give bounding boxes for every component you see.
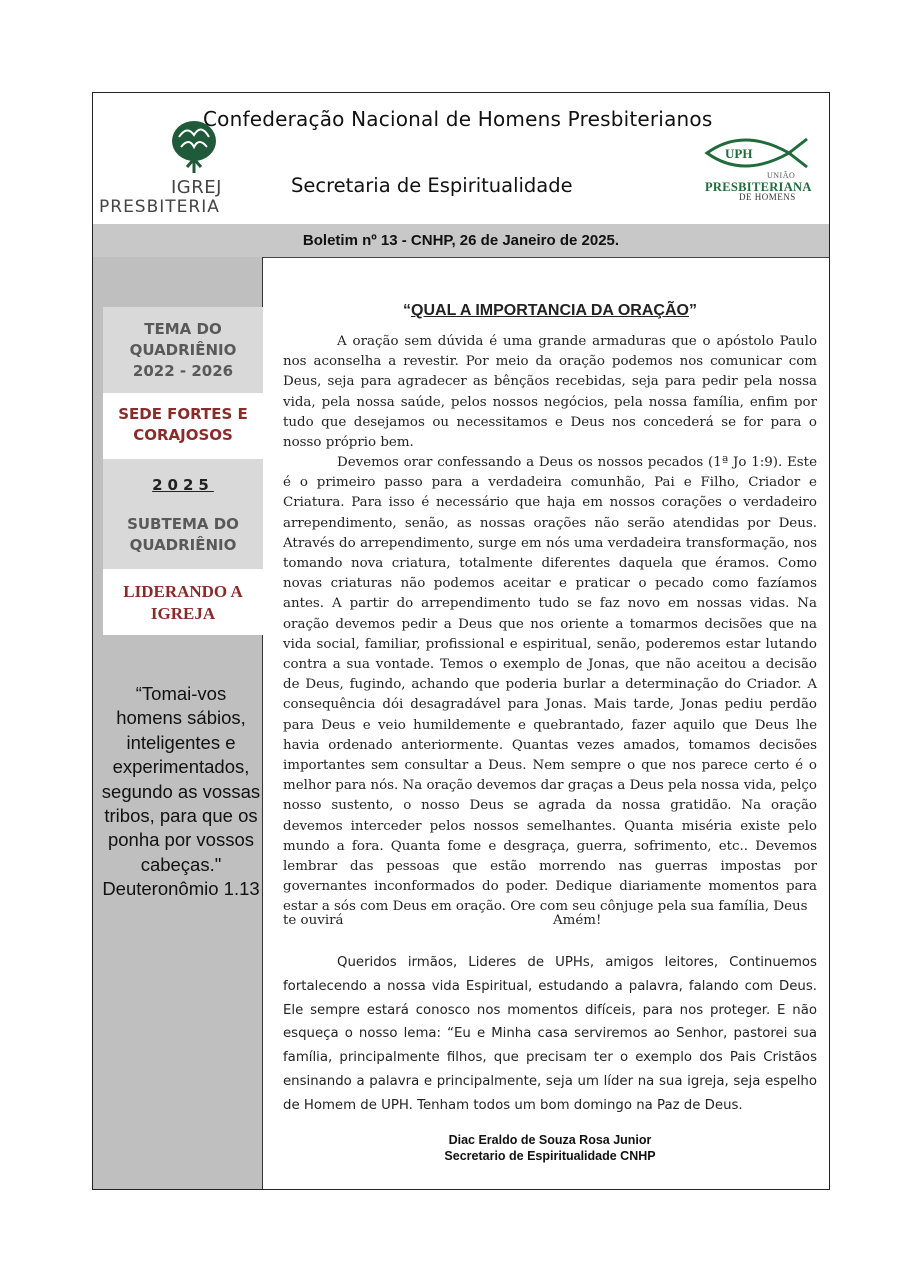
subtheme-block (103, 569, 263, 635)
bulletin-number: Boletim nº 13 - CNHP, 26 de Janeiro de 2025. (93, 224, 829, 258)
signature-role: Secretario de Espiritualidade CNHP (444, 1149, 656, 1163)
subtema-line-1: SUBTEMA DO (127, 515, 239, 533)
theme-line-2: CORAJOSOS (133, 426, 233, 444)
article-paragraph-1: A oração sem dúvida é uma grande armaduras que o apóstolo Paulo nos aconselha a revestir. Por meio da oração podemos nos comunicar com Deus, seja para agradecer as bênçãos recebidas, seja para pedir pela nossa vida, pela nossa saúde, pelos nossos negócios, pela nossa família, enfim por tudo que desejamos ou necessitamos e Deus nos concederá se for para o nosso próprio bem. (283, 334, 817, 451)
uph-presbiteriana-text: PRESBITERIANA (705, 180, 812, 194)
tema-block (103, 307, 263, 393)
uph-badge-text: UPH (725, 146, 753, 161)
subtema-line-2: QUADRIÊNIO (129, 536, 237, 554)
article-paragraph-3: Queridos irmãos, Lideres de UPHs, amigos leitores, Continuemos fortalecendo a nossa vida Espiritual, estudando a palavra, falando com Deus. Ele sempre estará conosco nos momentos difíceis, para nos proteger. E não esqueça o nosso lema: “Eu e Minha casa serviremos ao Senhor, pastorei sua família, principalmente filhos, que precisam ter o exemplo dos Pais Cristãos ensinando a palavra e principalmente, seja um líder na sua igreja, seja espelho de Homem de UPH. Tenham todos um bom domingo na Paz de Deus. (283, 955, 817, 1113)
uph-homens-text: DE HOMENS (739, 192, 796, 202)
tema-line-3: 2022 - 2026 (132, 362, 234, 380)
uph-union-text: UNIÃO (767, 171, 796, 180)
organization-title: Confederação Nacional de Homens Presbiterianos (203, 107, 713, 131)
subtheme-line-2: IGREJA (150, 604, 216, 623)
amen-line (283, 913, 817, 928)
logo-left-text-1: IGREJ (171, 177, 222, 198)
theme-block (103, 393, 263, 459)
header (93, 93, 829, 225)
subtheme-line-1: LIDERANDO A (123, 582, 243, 601)
tema-line-2: QUADRIÊNIO (129, 341, 237, 359)
sidebar (93, 257, 263, 1189)
article-paragraph-2: Devemos orar confessando a Deus os nossos pecados (1ª Jo 1:9). Este é o primeiro passo para a verdadeira comunhão, Pai e Filho, Criador e Criatura. Para isso é necessário que haja em nossos corações o verdadeiro arrependimento, senão, as nossas orações não serão atendidas por Deus. Através do arrependimento, surge em nós uma verdadeira transformação, nos tomando nova criatura, totalmente diferentes daquela que éramos. Como novas criaturas não podemos aceitar e praticar o pecado como fazíamos antes. A partir do arrependimento tudo se faz novo em nossas vidas. Na oração devemos pedir a Deus que nos oriente a tomarmos decisões que na vida social, familiar, profissional e espiritual, senão, poderemos estar lutando contra a sua vontade. Temos o exemplo de Jonas, que não aceitou a decisão de Deus, fugindo, achando que poderia burlar a determinação do Criador. A consequência dói desagradável para Jonas. Mais tarde, Jonas pediu perdão para Deus e veio humildemente e quebrantado, fazer aquilo que Deus lhe havia ordenado anteriormente. Quantas vezes amados, tomamos decisões importantes sem consultar a Deus. Nem sempre o que nos parece certo é o melhor para nós. Na oração devemos dar graças a Deus pela nossa vida, pelço nosso sustento, o nosso Deus se agrada da nossa gratidão. Na oração devemos interceder pelos nossos semelhantes. Quanta miséria existe pelo mundo a fora. Quanta fome e desgraça, guerra, sofrimento, etc.. Devemos lembrar das pessoas que estão morrendo nas guerras impostas por governantes inconformados do poder. Dedique diariamente momentos para estar a sós com Deus em oração. Ore com seu cônjuge pela sua família, Deus (283, 455, 817, 915)
article-title-text: QUAL A IMPORTANCIA DA ORAÇÃO (411, 302, 689, 319)
secretaria-title: Secretaria de Espiritualidade (291, 174, 573, 197)
bulletin-frame (92, 92, 830, 1190)
uph-logo (693, 133, 818, 213)
amen-text: Amém! (553, 913, 602, 928)
signature-name: Diac Eraldo de Souza Rosa Junior (448, 1133, 652, 1147)
signature (283, 1132, 817, 1164)
verse-quote: “Tomai-vos homens sábios, inteligentes e experimentados, segundo as vossas tribos, para que os ponha por vossos cabeças." Deuteronômio 1.13 (101, 683, 261, 900)
subtema-block (103, 503, 263, 569)
paragraph-2-end: te ouvirá (283, 913, 344, 928)
fish-icon (703, 133, 813, 173)
theme-line-1: SEDE FORTES E (118, 405, 248, 423)
logo-left-text-2: PRESBITERIA (99, 197, 220, 217)
year-block: 2025 (103, 459, 263, 503)
tema-line-1: TEMA DO (144, 320, 222, 338)
article-title: “QUAL A IMPORTANCIA DA ORAÇÃO” (403, 302, 697, 319)
